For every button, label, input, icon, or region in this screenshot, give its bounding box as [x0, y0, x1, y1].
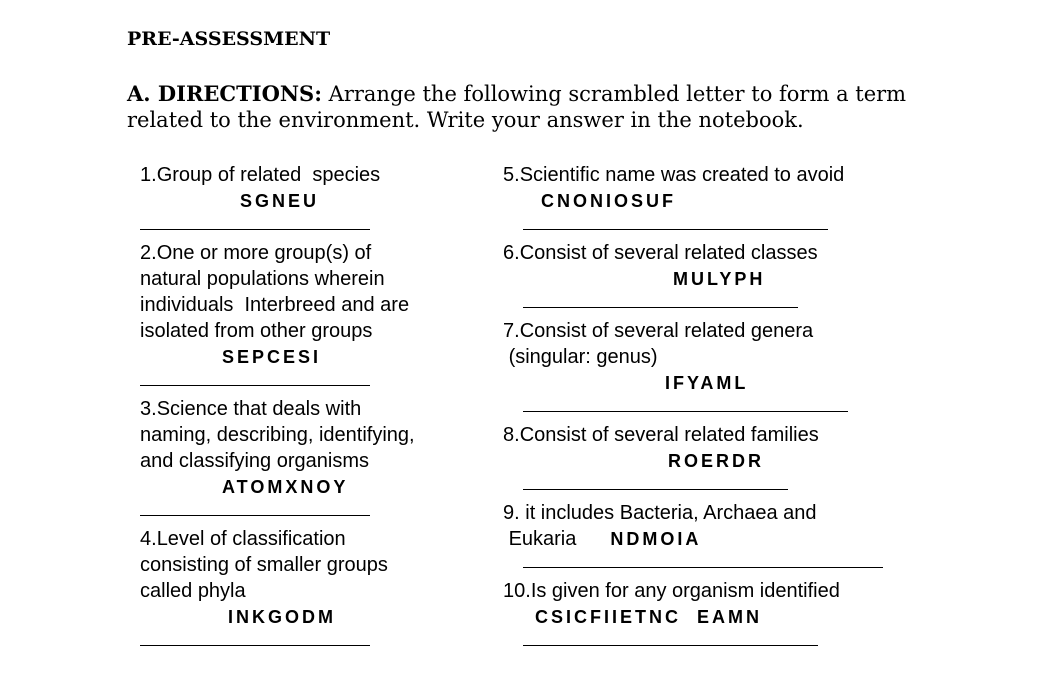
item-question: Is given for any organism identified	[530, 580, 840, 602]
scrambled-word: ROERDR	[668, 451, 765, 471]
answer-line[interactable]	[140, 370, 485, 396]
scrambled-word: INKGODM	[228, 607, 336, 627]
answer-line[interactable]	[523, 396, 1023, 422]
item-question: it includes Bacteria, Archaea and Eukaria	[508, 502, 817, 550]
directions	[127, 81, 967, 133]
item-question: Consist of several related families	[519, 424, 819, 446]
item-question: Level of classification consisting of smaller groups called phyla	[140, 528, 388, 602]
question-item-5	[503, 162, 1023, 240]
directions-text: Arrange the following scrambled letter to form a term related to the environment. Write your answer in the notebook.	[127, 82, 907, 132]
item-question: Consist of several related genera (singular: genus)	[508, 320, 814, 368]
scrambled-word: CSICFIIETNC EAMN	[535, 607, 763, 627]
question-item-10	[503, 578, 1023, 656]
scrambled-word: MULYPH	[673, 269, 766, 289]
question-item-8	[503, 422, 1023, 500]
answer-line[interactable]	[140, 630, 485, 656]
directions-label: A. DIRECTIONS:	[127, 81, 322, 106]
scrambled-word: IFYAML	[665, 373, 749, 393]
answer-line[interactable]	[523, 630, 1023, 656]
answer-line[interactable]	[523, 214, 1023, 240]
question-item-3	[140, 396, 485, 526]
question-item-6	[503, 240, 1023, 318]
item-number: 9.	[503, 502, 520, 524]
item-number: 8.	[503, 424, 520, 446]
item-number: 10.	[503, 580, 531, 602]
left-column	[140, 162, 485, 656]
right-column	[503, 162, 1023, 656]
question-item-7	[503, 318, 1023, 422]
item-number: 1.	[140, 164, 157, 186]
question-item-4	[140, 526, 485, 656]
scrambled-word: ATOMXNOY	[222, 477, 349, 497]
item-number: 6.	[503, 242, 520, 264]
scrambled-word: SGNEU	[240, 191, 320, 211]
item-question: Consist of several related classes	[519, 242, 818, 264]
question-item-9	[503, 500, 1023, 578]
page-title: PRE-ASSESSMENT	[127, 28, 331, 50]
answer-line[interactable]	[523, 474, 1023, 500]
scrambled-word: SEPCESI	[222, 347, 322, 367]
answer-line[interactable]	[523, 552, 1023, 578]
answer-line[interactable]	[140, 214, 485, 240]
scrambled-word: CNONIOSUF	[541, 191, 676, 211]
item-number: 7.	[503, 320, 520, 342]
question-item-1	[140, 162, 485, 240]
answer-line[interactable]	[523, 292, 1023, 318]
item-question: Group of related species	[156, 164, 381, 186]
item-question: Science that deals with naming, describing, identifying, and classifying organisms	[140, 398, 415, 472]
item-number: 2.	[140, 242, 157, 264]
item-question: Scientific name was created to avoid	[519, 164, 845, 186]
item-number: 5.	[503, 164, 520, 186]
item-number: 4.	[140, 528, 157, 550]
answer-line[interactable]	[140, 500, 485, 526]
item-number: 3.	[140, 398, 157, 420]
scrambled-word: NDMOIA	[610, 529, 702, 549]
question-item-2	[140, 240, 485, 396]
item-question: One or more group(s) of natural populations wherein individuals Interbreed and are isolated from other groups	[140, 242, 410, 342]
